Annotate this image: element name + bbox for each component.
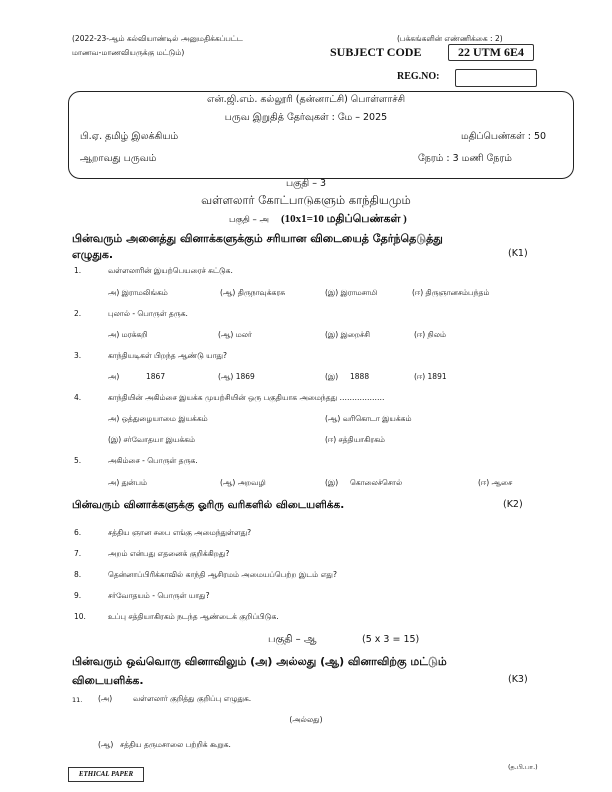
pages-note: (பக்கங்களின் எண்ணிக்கை : 2) [397, 34, 503, 43]
college-name: என்.ஜி.எம். கல்லூரி (தன்னாட்சி) பொள்ளாச்சி [206, 94, 406, 105]
short-answer-level: (K2) [503, 499, 523, 510]
question-number: 11. [72, 696, 83, 704]
question-number: 3. [74, 351, 82, 360]
option: (ஆ) மலர் [218, 330, 252, 339]
option: (ஆ) திருநாவுக்கரசு [220, 288, 286, 297]
option: (ஈ) 1891 [414, 372, 447, 381]
section-b-label: பகுதி – ஆ [268, 634, 317, 645]
question-text: காந்தியடிகள் பிறந்த ஆண்டு யாது? [108, 351, 227, 360]
section-b-marks: (5 x 3 = 15) [362, 634, 420, 645]
question-number: 4. [74, 393, 82, 402]
question-number: 1. [74, 266, 82, 275]
exam-title: பருவ இறுதித் தேர்வுகள் : மே – 2025 [224, 112, 388, 123]
or-separator: (அல்லது) [289, 715, 323, 724]
question-number: 2. [74, 309, 82, 318]
paper-title: வள்ளலார் கோட்பாடுகளும் காந்தியமும் [201, 193, 411, 207]
paper-part: பகுதி – 3 [285, 178, 327, 189]
question-text: காந்தியின் அகிம்சை இயக்க முயற்சியின் ஒரு பகுதியாக அமைந்தது ……………… [108, 393, 385, 402]
question-number: 10. [74, 612, 86, 621]
option: (ஈ) ஆசை [478, 478, 513, 487]
option: (இ) சர்வோதயா இயக்கம் [108, 435, 195, 444]
question-text: அறம் என்பது எதனைக் குறிக்கிறது? [108, 549, 230, 558]
question-text: சத்திய ஞான சபை எங்கு அமைந்துள்ளது? [108, 528, 252, 537]
section-a-instruction-2: எழுதுக. [72, 248, 114, 261]
reg-no-box [455, 69, 537, 87]
question-text: வள்ளலாரின் இயற்பெயரைச் சுட்டுக. [108, 266, 233, 275]
program-name: பி.ஏ. தமிழ் இலக்கியம் [80, 131, 179, 142]
section-a-marks: (10x1=10 மதிப்பெண்கள் ) [281, 213, 407, 225]
question-text: சர்வோதயம் - பொருள் யாது? [108, 591, 210, 600]
option: (இ) இறைச்சி [325, 330, 371, 339]
students-note: மாணவ-மாணவியருக்கு மட்டும்) [72, 48, 185, 57]
question-text: சத்திய தருமசாலை பற்றிக் கூறுக. [120, 740, 231, 749]
question-text: தென்னாப்பிரிக்காவில் காந்தி ஆசிரமம் அமையப்பெற்ற இடம் எது? [108, 570, 337, 579]
option: (இ) [325, 478, 339, 487]
option: (ஆ) அறவழி [220, 478, 266, 487]
section-b-instruction: பின்வரும் ஒவ்வொரு வினாவிலும் (அ) அல்லது (ஆ) வினாவிற்கு மட்டும் [72, 655, 447, 668]
option-label: (ஆ) [98, 740, 114, 749]
exam-time: நேரம் : 3 மணி நேரம் [418, 153, 512, 164]
question-number: 9. [74, 591, 82, 600]
subject-code-label: SUBJECT CODE [330, 45, 422, 59]
section-a-instruction: பின்வரும் அனைத்து வினாக்களுக்கும் சரியான விடையைத் தேர்ந்தெடுத்து [72, 232, 443, 245]
option: 1867 [146, 372, 166, 381]
section-a-label: பகுதி – அ [229, 215, 269, 225]
option: (ஆ) 1869 [218, 372, 255, 381]
option: (இ) இராமசாமி [325, 288, 378, 297]
question-text: வள்ளலார் குறித்து குறிப்பு எழுதுக. [133, 694, 252, 703]
option: (இ) [325, 372, 339, 381]
max-marks: மதிப்பெண்கள் : 50 [461, 131, 547, 142]
option: அ) ஒத்துழையாமை இயக்கம் [108, 414, 208, 423]
ethical-paper-stamp: ETHICAL PAPER [68, 767, 144, 782]
question-number: 7. [74, 549, 82, 558]
question-text: புலால் - பொருள் தருக. [108, 309, 188, 318]
question-number: 8. [74, 570, 82, 579]
subject-code-value: 22 UTM 6E4 [448, 44, 534, 61]
option: அ) துன்பம் [108, 478, 148, 487]
section-a-level: (K1) [508, 248, 528, 259]
option: கொலைச்சொல் [350, 478, 403, 487]
question-text: உப்பு சத்தியாகிரகம் நடந்த ஆண்டைக் குறிப்பிடுக. [108, 612, 279, 621]
question-number: 6. [74, 528, 82, 537]
semester: ஆறாவது பருவம் [80, 153, 157, 164]
option: 1888 [350, 372, 370, 381]
question-number: 5. [74, 456, 82, 465]
please-turn-over: (த.பி.பா.) [508, 763, 538, 771]
year-note: (2022-23-ஆம் கல்வியாண்டில் அனுமதிக்கப்பட்ட [72, 34, 243, 43]
option: (ஈ) சத்தியாகிரகம் [325, 435, 385, 444]
section-b-instruction-2: விடையளிக்க. [72, 674, 144, 687]
question-text: அகிம்சை - பொருள் தருக. [108, 456, 198, 465]
option: அ) [108, 372, 120, 381]
option: அ) மரக்கறி [108, 330, 148, 339]
option: அ) இராமலிங்கம் [108, 288, 168, 297]
option: (ஈ) நிலம் [414, 330, 446, 339]
section-b-level: (K3) [508, 674, 528, 685]
option: (ஆ) வரிகொடா இயக்கம் [325, 414, 412, 423]
option-label: (அ) [98, 694, 113, 703]
short-answer-instruction: பின்வரும் வினாக்களுக்கு ஓரிரு வரிகளில் விடையளிக்க. [72, 499, 345, 511]
option: (ஈ) திருஞானசம்பந்தம் [412, 288, 490, 297]
reg-no-label: REG.NO: [397, 71, 440, 82]
